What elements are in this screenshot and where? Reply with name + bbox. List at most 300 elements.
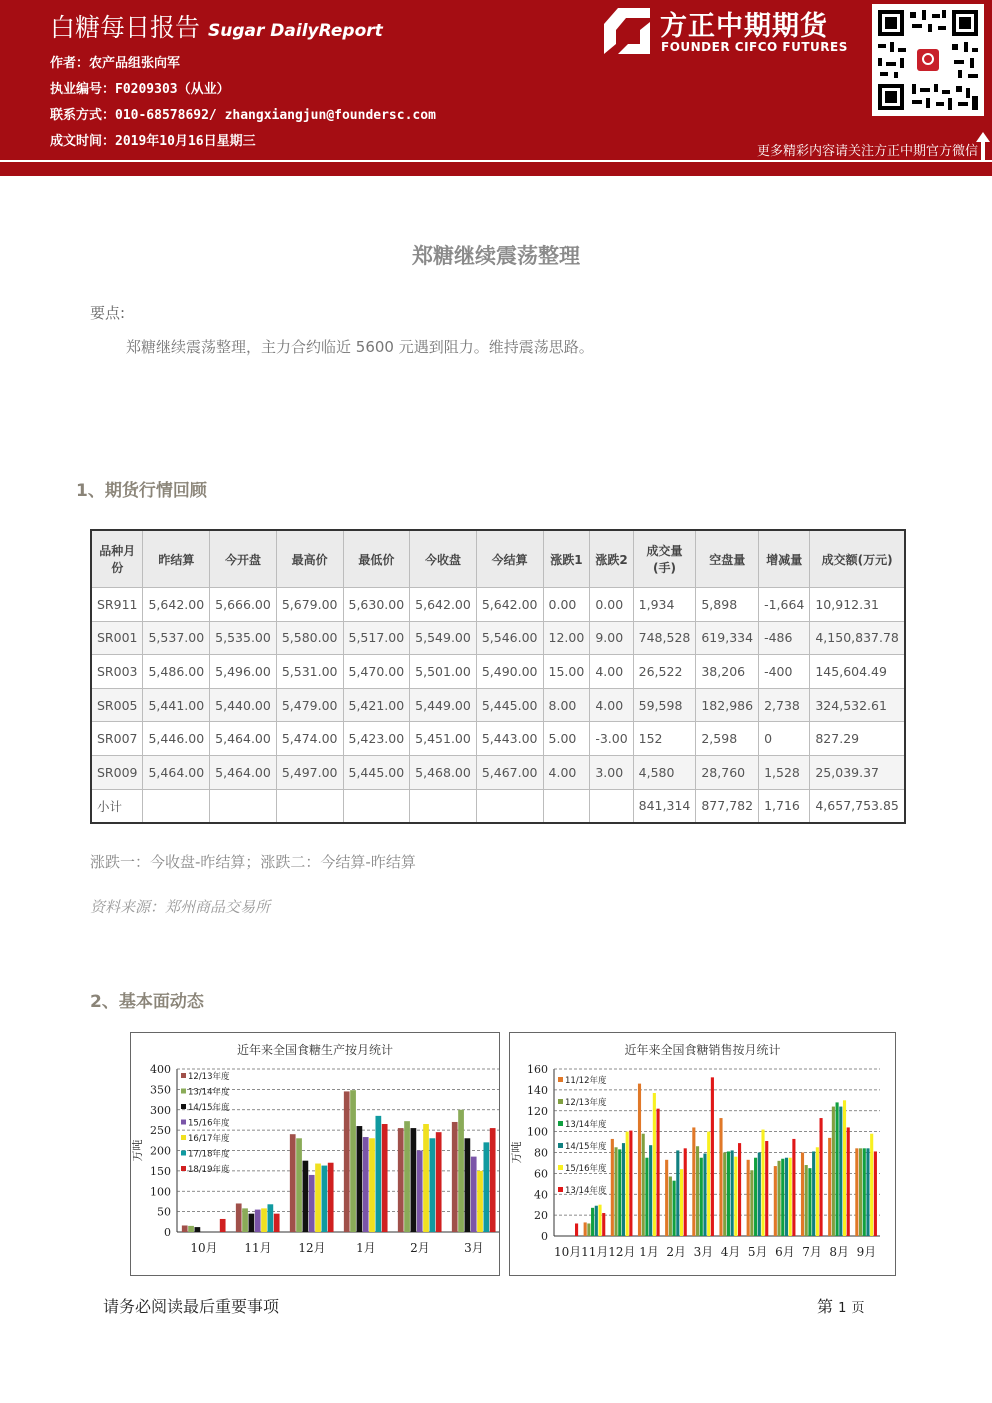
table-cell: 2,598: [696, 722, 759, 756]
bar: [595, 1206, 598, 1236]
table-cell: 5,464.00: [143, 755, 210, 789]
legend-label: 14/15年度: [188, 1103, 230, 1113]
license-line: 执业编号：F0209303（从业）: [50, 82, 230, 97]
points-label: 要点:: [90, 304, 126, 322]
table-cell: 0.00: [543, 588, 590, 622]
y-tick-label: 20: [534, 1209, 548, 1223]
bar: [805, 1165, 808, 1236]
table-cell: 0.00: [590, 588, 633, 622]
table-cell: 152: [633, 722, 696, 756]
table-cell: 5,898: [696, 588, 759, 622]
table-cell: 小计: [91, 789, 143, 823]
bar: [836, 1102, 839, 1236]
bar: [375, 1116, 381, 1232]
bar: [404, 1121, 410, 1232]
table-cell: 1,528: [759, 755, 810, 789]
table-cell: 3.00: [590, 755, 633, 789]
bar: [382, 1124, 388, 1232]
legend-label: 18/19年度: [188, 1165, 230, 1175]
bar: [436, 1132, 442, 1232]
x-tick-label: 11月: [581, 1245, 609, 1259]
legend-swatch: [181, 1166, 186, 1171]
table-cell: 5,468.00: [410, 755, 477, 789]
bar: [350, 1090, 356, 1232]
bar: [703, 1154, 706, 1236]
bar: [820, 1118, 823, 1236]
bar: [792, 1139, 795, 1236]
x-tick-label: 5月: [747, 1245, 768, 1259]
report-title-cn: 白糖每日报告: [50, 13, 201, 42]
table-cell: -400: [759, 655, 810, 689]
x-tick-label: 4月: [720, 1245, 741, 1259]
bar: [471, 1157, 477, 1232]
bar: [847, 1127, 850, 1236]
table-cell: 5,679.00: [276, 588, 343, 622]
footer-disclaimer: 请务必阅读最后重要事项: [103, 1297, 280, 1316]
x-tick-label: 10月: [553, 1245, 582, 1259]
table-cell: 145,604.49: [810, 655, 905, 689]
bar: [734, 1157, 737, 1236]
bar: [321, 1166, 327, 1232]
table-cell: 10,912.31: [810, 588, 905, 622]
page-number-line: [817, 1294, 865, 1317]
table-cell: 5,479.00: [276, 688, 343, 722]
bar: [411, 1128, 417, 1232]
table-header-cell: 品种月份: [91, 530, 143, 588]
x-tick-label: 2月: [410, 1241, 430, 1255]
bar: [642, 1134, 645, 1236]
table-header-cell: 最高价: [276, 530, 343, 588]
table-cell: SR001: [91, 621, 143, 655]
x-tick-label: 9月: [856, 1245, 877, 1259]
bar: [429, 1138, 435, 1232]
bar: [296, 1138, 302, 1232]
table-cell: 5,470.00: [343, 655, 410, 689]
bar: [315, 1164, 321, 1232]
x-tick-label: 3月: [693, 1245, 714, 1259]
page-suffix: 页: [851, 1301, 865, 1316]
table-cell: 5,451.00: [410, 722, 477, 756]
legend-swatch: [181, 1089, 186, 1094]
bar: [626, 1132, 629, 1236]
sales-chart-title: 近年来全国食糖销售按月统计: [624, 1043, 781, 1057]
table-cell: 5,464.00: [210, 755, 277, 789]
table-cell: 5,546.00: [476, 621, 543, 655]
bar: [874, 1151, 877, 1236]
y-tick-label: 0: [541, 1230, 548, 1243]
bar: [785, 1158, 788, 1236]
bar: [575, 1223, 578, 1236]
legend-label: 14/15年度: [565, 1142, 607, 1152]
production-chart: [130, 1032, 500, 1276]
table-cell: -3.00: [590, 722, 633, 756]
bar: [711, 1077, 714, 1236]
table-row: [91, 688, 905, 722]
bar: [774, 1166, 777, 1236]
table-cell: 15.00: [543, 655, 590, 689]
legend-swatch: [181, 1151, 186, 1156]
table-cell: 5,421.00: [343, 688, 410, 722]
legend-swatch: [558, 1143, 563, 1148]
summary-paragraph: 郑糖继续震荡整理，主力合约临近 5600 元遇到阻力。维持震荡思路。: [126, 338, 594, 356]
table-cell: 5,642.00: [143, 588, 210, 622]
production-chart-svg: [131, 1033, 499, 1275]
legend-label: 16/17年度: [188, 1134, 230, 1144]
y-tick-label: 350: [150, 1083, 171, 1097]
y-tick-label: 100: [150, 1185, 171, 1199]
bar: [863, 1148, 866, 1236]
bar: [765, 1141, 768, 1236]
y-tick-label: 200: [150, 1144, 171, 1158]
bar: [727, 1151, 730, 1236]
table-cell: 4,150,837.78: [810, 621, 905, 655]
bar: [828, 1138, 831, 1236]
bar: [290, 1134, 296, 1232]
table-cell: 5,474.00: [276, 722, 343, 756]
bar: [855, 1148, 858, 1236]
bar: [750, 1170, 753, 1236]
table-cell: 5,445.00: [343, 755, 410, 789]
bar: [398, 1128, 404, 1232]
y-tick-label: 300: [150, 1103, 171, 1117]
page-number: 1: [838, 1301, 847, 1316]
table-cell: 38,206: [696, 655, 759, 689]
legend-label: 15/16年度: [188, 1118, 230, 1129]
legend-swatch: [181, 1120, 186, 1125]
table-header-cell: 空盘量: [696, 530, 759, 588]
legend-label: 13/14年度: [188, 1087, 230, 1098]
bar: [859, 1148, 862, 1236]
bar: [832, 1107, 835, 1236]
legend-label: 12/13年度: [188, 1072, 230, 1082]
table-cell: 25,039.37: [810, 755, 905, 789]
logo-cn-text: 方正中期期货: [660, 11, 828, 42]
table-cell: 4.00: [590, 655, 633, 689]
bar: [423, 1124, 429, 1232]
table-header-cell: 涨跌2: [590, 530, 633, 588]
bar: [723, 1153, 726, 1237]
table-cell: 5,490.00: [476, 655, 543, 689]
sales-chart-svg: [510, 1033, 895, 1275]
bar: [618, 1149, 621, 1236]
table-cell: 9.00: [590, 621, 633, 655]
legend-label: 15/16年度: [565, 1164, 607, 1174]
table-cell: 5,497.00: [276, 755, 343, 789]
table-row: [91, 755, 905, 789]
legend-label: 17/18年度: [188, 1149, 230, 1160]
table-cell: [410, 789, 477, 823]
table-cell: 0: [759, 722, 810, 756]
x-tick-label: 1月: [639, 1245, 659, 1259]
table-cell: 5.00: [543, 722, 590, 756]
table-header-cell: 成交额(万元): [810, 530, 905, 588]
table-cell: [590, 789, 633, 823]
table-row: [91, 621, 905, 655]
logo-mark-icon: [604, 8, 650, 54]
table-cell: 5,535.00: [210, 621, 277, 655]
qr-code-icon[interactable]: [872, 4, 984, 116]
table-cell: 1,716: [759, 789, 810, 823]
bar: [602, 1213, 605, 1236]
y-tick-label: 60: [534, 1167, 548, 1181]
table-cell: 182,986: [696, 688, 759, 722]
x-tick-label: 2月: [666, 1245, 687, 1259]
table-cell: 5,642.00: [476, 588, 543, 622]
bar: [255, 1210, 261, 1232]
table-cell: [276, 789, 343, 823]
bar: [676, 1150, 679, 1236]
table-cell: 4.00: [590, 688, 633, 722]
production-chart-title: 近年来全国食糖生产按月统计: [236, 1043, 393, 1057]
company-logo: [604, 6, 854, 56]
bar: [344, 1091, 350, 1232]
bar: [638, 1084, 641, 1236]
bar: [700, 1158, 703, 1236]
table-cell: [210, 789, 277, 823]
table-cell: 619,334: [696, 621, 759, 655]
legend-swatch: [558, 1099, 563, 1104]
table-cell: 877,782: [696, 789, 759, 823]
bar: [261, 1208, 267, 1232]
table-cell: 5,630.00: [343, 588, 410, 622]
data-source: 资料来源：郑州商品交易所: [90, 898, 271, 916]
author-line: 作者：农产品组张向军: [50, 56, 181, 71]
bar: [249, 1214, 255, 1232]
x-tick-label: 12月: [298, 1241, 326, 1255]
y-tick-label: 120: [527, 1104, 548, 1118]
bar: [738, 1143, 741, 1236]
bar: [490, 1128, 496, 1232]
y-tick-label: 0: [164, 1226, 171, 1239]
bar: [236, 1203, 242, 1232]
bar: [458, 1110, 464, 1232]
legend-label: 13/14年度: [565, 1120, 607, 1130]
table-header-cell: 今收盘: [410, 530, 477, 588]
x-tick-label: 1月: [356, 1241, 376, 1255]
table-cell: 5,464.00: [210, 722, 277, 756]
x-tick-label: 10月: [190, 1241, 218, 1255]
bar: [614, 1147, 617, 1236]
table-cell: 5,441.00: [143, 688, 210, 722]
table-cell: SR009: [91, 755, 143, 789]
document-title: 郑糖继续震荡整理: [412, 244, 580, 268]
table-cell: 827.29: [810, 722, 905, 756]
up-arrow-icon: [976, 132, 990, 160]
date-line: 成文时间：2019年10月16日星期三: [50, 134, 256, 149]
wechat-note: 更多精彩内容请关注方正中期官方微信: [756, 144, 978, 159]
table-cell: [343, 789, 410, 823]
table-cell: 5,443.00: [476, 722, 543, 756]
table-header-cell: 今开盘: [210, 530, 277, 588]
y-tick-label: 80: [534, 1146, 548, 1160]
bar: [747, 1160, 750, 1236]
table-cell: 12.00: [543, 621, 590, 655]
table-cell: 5,549.00: [410, 621, 477, 655]
legend-swatch: [558, 1187, 563, 1192]
header-banner: [0, 0, 992, 160]
table-cell: 324,532.61: [810, 688, 905, 722]
table-cell: 5,446.00: [143, 722, 210, 756]
legend-swatch: [558, 1121, 563, 1126]
y-tick-label: 150: [150, 1164, 171, 1178]
bar: [812, 1151, 815, 1236]
bar: [188, 1226, 194, 1232]
bar: [417, 1151, 423, 1233]
table-cell: 5,517.00: [343, 621, 410, 655]
x-tick-label: 12月: [608, 1245, 636, 1259]
bar: [777, 1161, 780, 1236]
table-header-cell: 涨跌1: [543, 530, 590, 588]
table-cell: 5,501.00: [410, 655, 477, 689]
bar: [707, 1132, 710, 1236]
y-tick-label: 50: [157, 1205, 171, 1219]
table-cell: 5,580.00: [276, 621, 343, 655]
bar: [843, 1100, 846, 1236]
bar: [629, 1131, 632, 1236]
x-tick-label: 3月: [464, 1241, 484, 1255]
x-tick-label: 11月: [244, 1241, 272, 1255]
bar: [465, 1138, 471, 1232]
bar: [816, 1147, 819, 1236]
table-cell: 2,738: [759, 688, 810, 722]
bar: [242, 1208, 248, 1232]
table-cell: SR005: [91, 688, 143, 722]
bar: [866, 1148, 869, 1236]
table-cell: 4.00: [543, 755, 590, 789]
table-cell: 59,598: [633, 688, 696, 722]
table-cell: 5,486.00: [143, 655, 210, 689]
bar: [870, 1134, 873, 1236]
table-footnote: 涨跌一：今收盘-昨结算；涨跌二：今结算-昨结算: [90, 853, 416, 871]
y-tick-label: 40: [534, 1188, 548, 1202]
table-cell: 5,496.00: [210, 655, 277, 689]
bar: [645, 1158, 648, 1236]
bar: [669, 1177, 672, 1236]
sales-chart: [509, 1032, 896, 1276]
bar: [696, 1146, 699, 1236]
table-cell: 5,440.00: [210, 688, 277, 722]
legend-swatch: [558, 1077, 563, 1082]
legend-label: 12/13年度: [565, 1098, 607, 1108]
table-header-cell: 最低价: [343, 530, 410, 588]
table-row: [91, 789, 905, 823]
bar: [220, 1219, 226, 1232]
bar: [781, 1159, 784, 1236]
bar: [591, 1208, 594, 1236]
table-cell: SR007: [91, 722, 143, 756]
bar: [303, 1161, 309, 1232]
bar: [328, 1163, 334, 1232]
bar: [692, 1127, 695, 1236]
futures-quote-table: [90, 529, 906, 824]
bar: [761, 1130, 764, 1236]
report-title-en: Sugar DailyReport: [208, 21, 383, 41]
bar: [649, 1145, 652, 1236]
bar: [363, 1137, 369, 1232]
table-cell: 5,666.00: [210, 588, 277, 622]
table-cell: -1,664: [759, 588, 810, 622]
table-cell: 5,642.00: [410, 588, 477, 622]
table-header-cell: 今结算: [476, 530, 543, 588]
page-prefix: 第: [817, 1297, 834, 1316]
bar: [309, 1175, 315, 1232]
x-tick-label: 6月: [775, 1245, 795, 1259]
y-tick-label: 250: [150, 1124, 171, 1138]
table-header-cell: 增减量: [759, 530, 810, 588]
bar: [452, 1122, 458, 1232]
bar: [584, 1222, 587, 1236]
section-heading-market-review: 1、期货行情回顾: [76, 481, 207, 501]
table-cell: 5,445.00: [476, 688, 543, 722]
logo-en-text: FOUNDER CIFCO FUTURES: [661, 40, 848, 54]
bar: [182, 1225, 188, 1232]
y-tick-label: 140: [527, 1083, 548, 1097]
table-cell: [476, 789, 543, 823]
y-tick-label: 400: [150, 1063, 171, 1076]
y-axis-label: 万吨: [131, 1139, 144, 1162]
bar: [357, 1126, 363, 1232]
bar: [808, 1168, 811, 1236]
table-row: [91, 655, 905, 689]
table-header-cell: 成交量(手): [633, 530, 696, 588]
table-cell: 4,657,753.85: [810, 789, 905, 823]
bar: [477, 1171, 483, 1232]
bar: [657, 1109, 660, 1236]
table-cell: -486: [759, 621, 810, 655]
bar: [267, 1204, 273, 1232]
header-underline: [0, 162, 992, 176]
table-cell: 28,760: [696, 755, 759, 789]
contact-line[interactable]: 联系方式：010-68578692/ zhangxiangjun@foundersc.com: [50, 108, 436, 123]
bar: [665, 1160, 668, 1236]
bar: [598, 1205, 601, 1236]
table-cell: SR911: [91, 588, 143, 622]
bar: [369, 1138, 375, 1232]
bar: [611, 1139, 614, 1236]
bar: [719, 1118, 722, 1236]
bar: [483, 1142, 489, 1232]
x-tick-label: 7月: [802, 1245, 822, 1259]
bar: [274, 1214, 280, 1232]
table-cell: 4,580: [633, 755, 696, 789]
table-cell: 5,423.00: [343, 722, 410, 756]
report-title: [50, 8, 383, 44]
bar: [801, 1153, 804, 1237]
table-cell: 1,934: [633, 588, 696, 622]
legend-label: 13/14年度: [565, 1186, 607, 1196]
legend-swatch: [181, 1073, 186, 1078]
bar: [758, 1153, 761, 1237]
section-heading-fundamentals: 2、基本面动态: [90, 992, 204, 1012]
bar: [587, 1223, 590, 1236]
bar: [684, 1148, 687, 1236]
table-cell: 748,528: [633, 621, 696, 655]
table-cell: [143, 789, 210, 823]
table-cell: 8.00: [543, 688, 590, 722]
bar: [653, 1093, 656, 1236]
bar: [673, 1181, 676, 1236]
bar: [680, 1169, 683, 1236]
bar: [622, 1143, 625, 1236]
legend-swatch: [181, 1104, 186, 1109]
table-cell: 5,537.00: [143, 621, 210, 655]
table-cell: 5,449.00: [410, 688, 477, 722]
table-row: [91, 588, 905, 622]
table-cell: 841,314: [633, 789, 696, 823]
legend-label: 11/12年度: [565, 1076, 607, 1086]
legend-swatch: [558, 1165, 563, 1170]
table-cell: 26,522: [633, 655, 696, 689]
